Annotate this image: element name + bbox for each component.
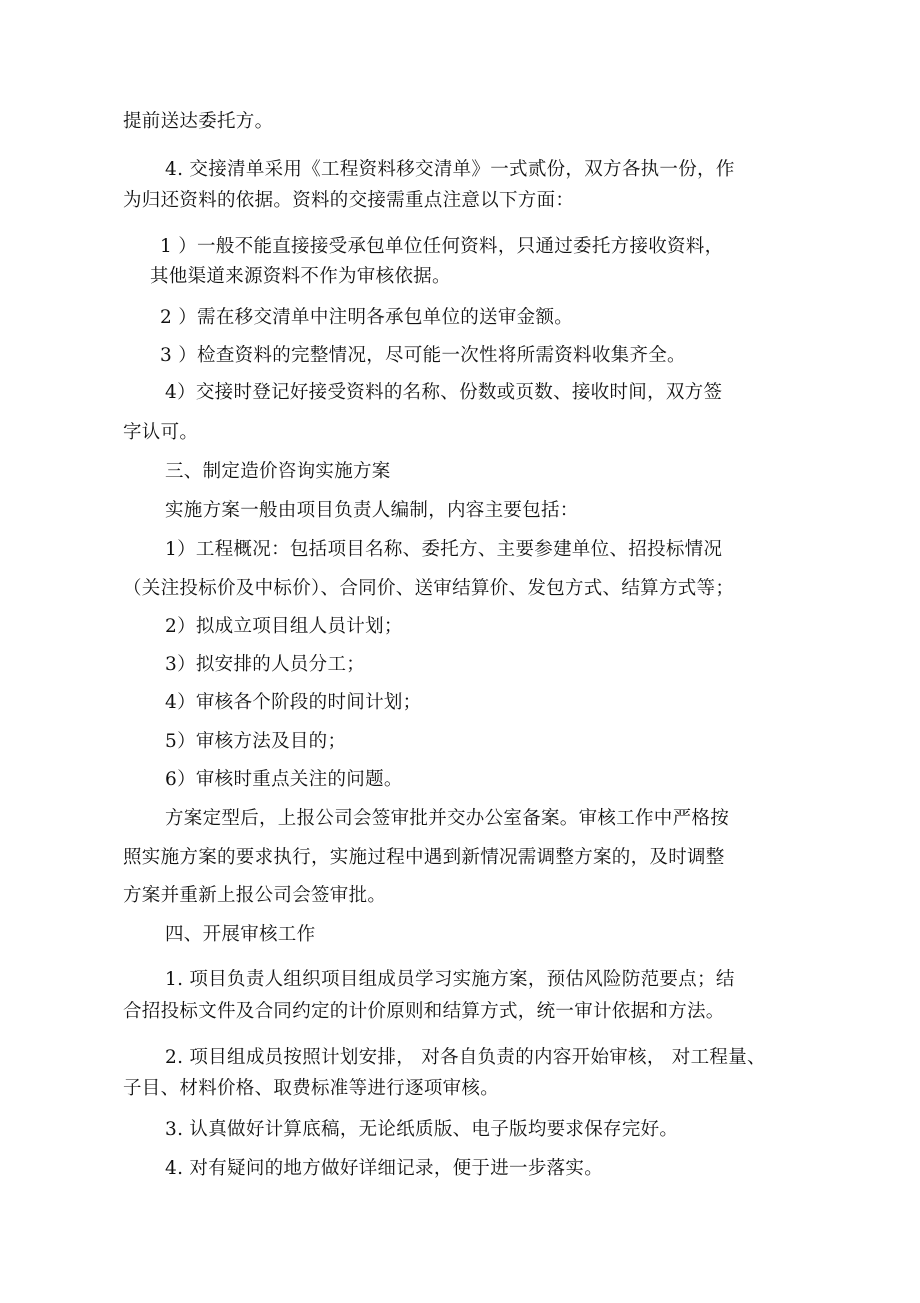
- text-line-26: 子目、材料价格、取费标准等进行逐项审核。: [123, 1078, 500, 1099]
- text-line-14: 2）拟成立项目组人员计划；: [165, 616, 403, 637]
- text-line-12: 1）工程概况：包括项目名称、委托方、主要参建单位、招投标情况: [165, 539, 723, 560]
- text-line-23: 1. 项目负责人组织项目组成员学习实施方案，预估风险防范要点；结: [165, 969, 735, 990]
- text-line-21: 方案并重新上报公司会签审批。: [123, 885, 387, 906]
- text-line-17: 5）审核方法及目的；: [165, 731, 347, 752]
- text-line-24: 合招投标文件及合同约定的计价原则和结算方式，统一审计依据和方法。: [123, 1001, 725, 1022]
- text-line-7: 3 ）检查资料的完整情况，尽可能一次性将所需资料收集齐全。: [160, 345, 686, 366]
- text-line-11: 实施方案一般由项目负责人编制，内容主要包括：: [165, 500, 579, 521]
- text-line-5: 其他渠道来源资料不作为审核依据。: [150, 266, 451, 287]
- text-line-18: 6）审核时重点关注的问题。: [165, 769, 403, 790]
- text-line-15: 3）拟安排的人员分工；: [165, 654, 366, 675]
- text-line-28: 4. 对有疑问的地方做好详细记录，便于进一步落实。: [165, 1158, 604, 1179]
- text-line-20: 照实施方案的要求执行，实施过程中遇到新情况需调整方案的，及时调整: [123, 847, 725, 868]
- text-line-16: 4）审核各个阶段的时间计划；: [165, 692, 422, 713]
- text-line-9: 字认可。: [123, 422, 199, 443]
- section-heading-3: 三、制定造价咨询实施方案: [165, 461, 391, 482]
- text-line-19: 方案定型后，上报公司会签审批并交办公室备案。审核工作中严格按: [165, 808, 730, 829]
- text-line-25: 2. 项目组成员按照计划安排， 对各自负责的内容开始审核， 对工程量、: [165, 1047, 766, 1068]
- text-line-13: （关注投标价及中标价）、合同价、送审结算价、发包方式、结算方式等；: [123, 578, 735, 599]
- text-line-3: 为归还资料的依据。资料的交接需重点注意以下方面：: [123, 190, 575, 211]
- text-line-27: 3. 认真做好计算底稿，无论纸质版、电子版均要求保存完好。: [165, 1119, 679, 1140]
- text-line-2: 4. 交接清单采用《工程资料移交清单》一式贰份，双方各执一份，作: [165, 159, 735, 180]
- section-heading-4: 四、开展审核工作: [165, 924, 316, 945]
- text-line-8: 4）交接时登记好接受资料的名称、份数或页数、接收时间，双方签: [165, 382, 723, 403]
- text-line-4: 1 ）一般不能直接接受承包单位任何资料，只通过委托方接收资料，: [160, 236, 724, 257]
- text-line-6: 2 ）需在移交清单中注明各承包单位的送审金额。: [160, 307, 574, 328]
- text-line-1: 提前送达委托方。: [123, 111, 274, 132]
